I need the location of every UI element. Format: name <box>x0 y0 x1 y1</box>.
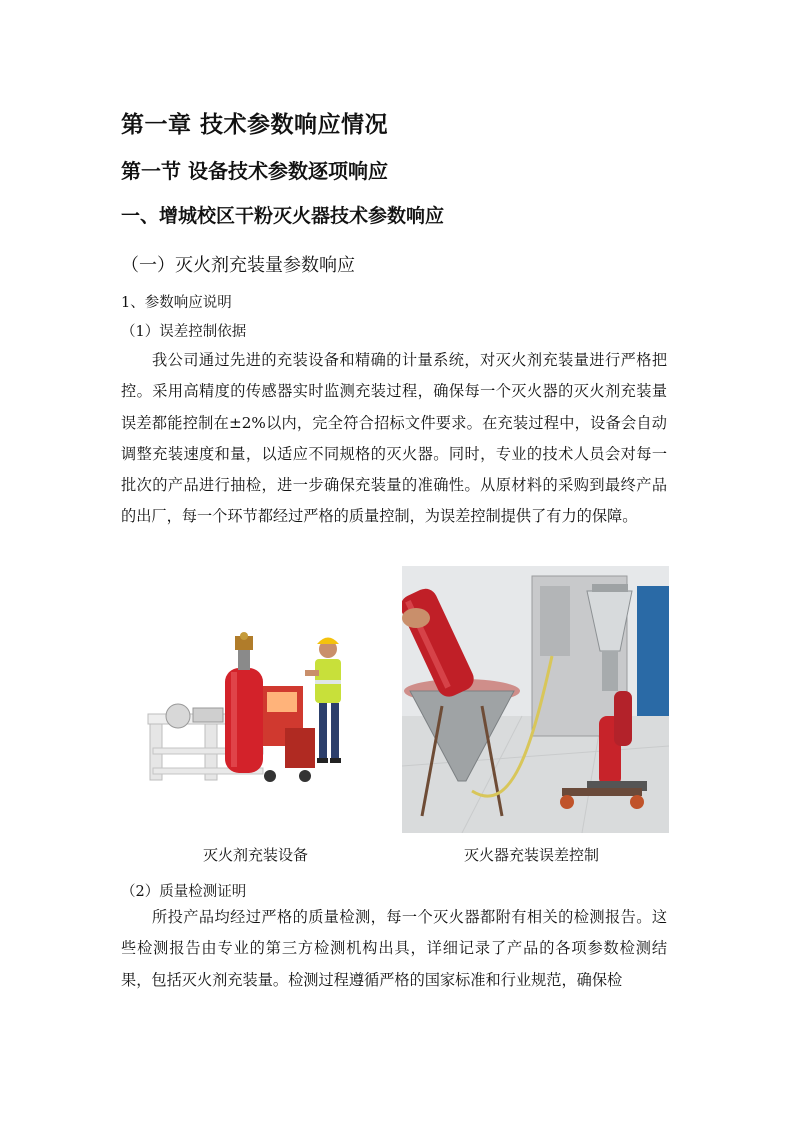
caption-error-control: 灭火器充装误差控制 <box>464 846 600 864</box>
paragraph-error-control: 我公司通过先进的充装设备和精确的计量系统，对灭火剂充装量进行严格把控。采用高精度的传感器实时监测充装过程，确保每一个灭火器的灭火剂充装量误差都能控制在±2%以内，完全符合招标文件要求。在充装过程中，设备会自动调整充装速度和量，以适应不同规格的灭火器。同时，专业的技术人员会对每一批次的产品进行抽检，进一步确保充装量的准确性。从原材料的采购到最终产品的出厂，每一个环节都经过严格的质量控制，为误差控制提供了有力的保障。 <box>121 351 667 526</box>
filling-error-control-photo <box>402 566 669 833</box>
point-heading: 1、参数响应说明 <box>121 295 232 311</box>
section-title: 第一节 设备技术参数逐项响应 <box>121 159 388 183</box>
filling-error-control-illustration <box>402 566 669 833</box>
subsection-title: 一、增城校区干粉灭火器技术参数响应 <box>121 205 445 227</box>
item-title: （一）灭火剂充装量参数响应 <box>121 255 355 276</box>
sub-heading-quality-inspection: （2）质量检测证明 <box>121 884 247 900</box>
sub-heading-error-control: （1）误差控制依据 <box>121 324 247 340</box>
paragraph-quality-inspection: 所投产品均经过严格的质量检测，每一个灭火器都附有相关的检测报告。这些检测报告由专业的第三方检测机构出具，详细记录了产品的各项参数检测结果，包括灭火剂充装量。检测过程遵循严格的国家标准和行业规范，确保检 <box>121 908 667 989</box>
filling-equipment-illustration <box>145 628 355 785</box>
caption-filling-equipment: 灭火剂充装设备 <box>203 846 309 864</box>
filling-equipment-photo <box>145 628 355 785</box>
chapter-title: 第一章 技术参数响应情况 <box>121 112 389 138</box>
